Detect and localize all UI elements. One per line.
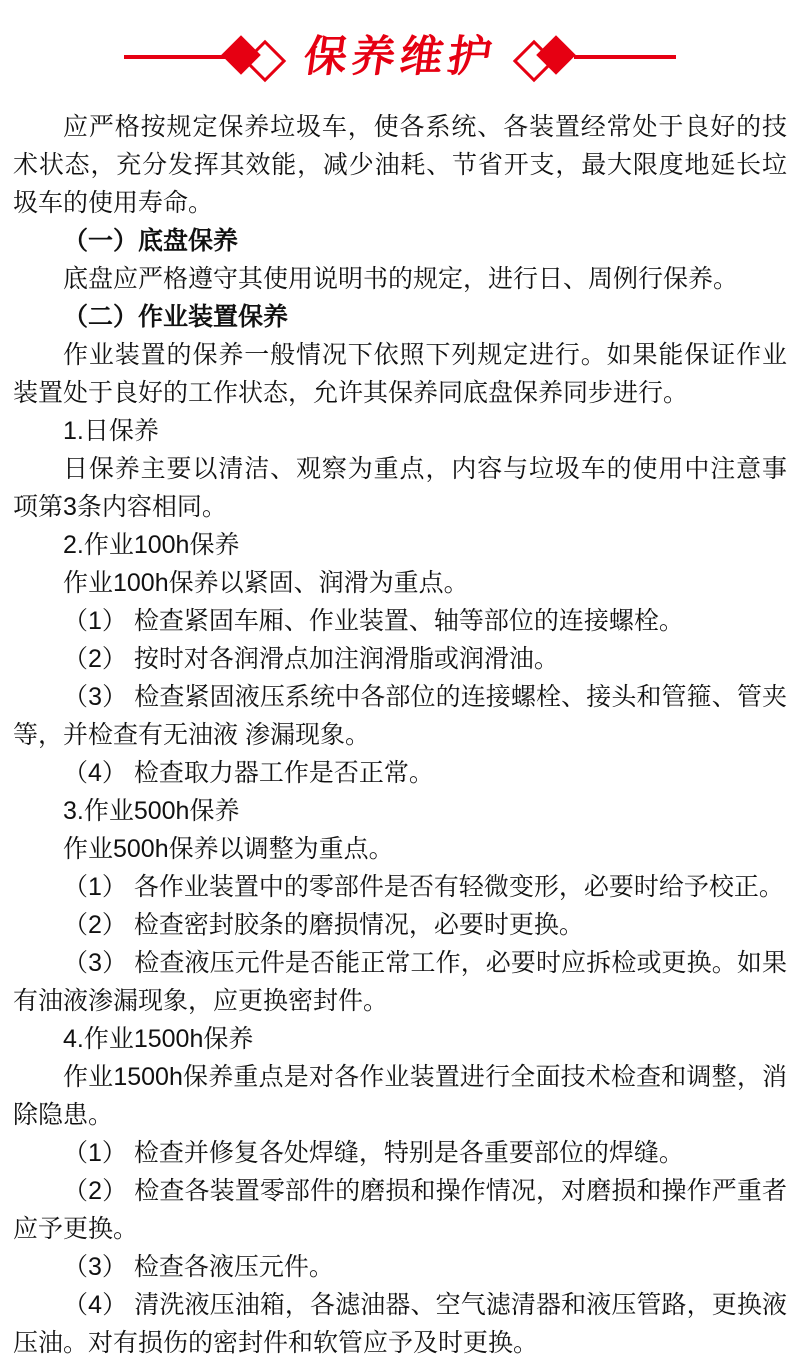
- paragraph: 1.日保养: [63, 417, 159, 445]
- paragraph: 日保养主要以清洁、观察为重点，内容与垃圾车的使用中注意事项第3条内容相同。: [13, 455, 787, 521]
- paragraph: 作业装置的保养一般情况下依照下列规定进行。如果能保证作业装置处于良好的工作状态，允许其保养同底盘保养同步进行。: [13, 341, 787, 407]
- paragraph: （4） 清洗液压油箱，各滤油器、空气滤清器和液压管路，更换液压油。对有损伤的密封件和软管应予及时更换。: [13, 1291, 787, 1357]
- section-heading: （二）作业装置保养: [63, 303, 289, 331]
- page-title: 保养维护: [300, 32, 500, 81]
- paragraph: 作业1500h保养重点是对各作业装置进行全面技术检查和调整，消除隐患。: [13, 1063, 787, 1129]
- paragraph: （2） 检查各装置零部件的磨损和操作情况，对磨损和操作严重者应予更换。: [13, 1177, 787, 1243]
- paragraph: 作业500h保养以调整为重点。: [63, 835, 394, 863]
- paragraph: （4） 检查取力器工作是否正常。: [63, 759, 434, 787]
- body-content: [0, 108, 800, 1362]
- paragraph: （3） 检查液压元件是否能正常工作，必要时应拆检或更换。如果有油液渗漏现象，应更换密封件。: [13, 949, 787, 1015]
- title-rule-left: [124, 55, 226, 59]
- paragraph: 应严格按规定保养垃圾车，使各系统、各装置经常处于良好的技术状态，充分发挥其效能，减少油耗、节省开支，最大限度地延长垃圾车的使用寿命。: [13, 113, 787, 217]
- manual-page: [0, 26, 800, 1357]
- paragraph: （1） 各作业装置中的零部件是否有轻微变形，必要时给予校正。: [63, 873, 784, 901]
- paragraph: （1） 检查紧固车厢、作业装置、轴等部位的连接螺栓。: [63, 607, 684, 635]
- paragraph: （2） 检查密封胶条的磨损情况，必要时更换。: [63, 911, 584, 939]
- paragraph: （2） 按时对各润滑点加注润滑脂或润滑油。: [63, 645, 559, 673]
- paragraph: （3） 检查各液压元件。: [63, 1253, 334, 1281]
- paragraph: 底盘应严格遵守其使用说明书的规定，进行日、周例行保养。: [63, 265, 739, 293]
- paragraph: 3.作业500h保养: [63, 797, 240, 825]
- diamond-ornament-right: [516, 31, 574, 83]
- paragraph: 作业100h保养以紧固、润滑为重点。: [63, 569, 469, 597]
- paragraph: 2.作业100h保养: [63, 531, 240, 559]
- title-rule-right: [574, 55, 676, 59]
- section-heading: （一）底盘保养: [63, 227, 239, 255]
- section-title-banner: [40, 26, 760, 88]
- diamond-ornament-left: [226, 31, 284, 83]
- paragraph: （3） 检查紧固液压系统中各部位的连接螺栓、接头和管箍、管夹等，并检查有无油液 渗漏现象。: [13, 683, 787, 749]
- paragraph: 4.作业1500h保养: [63, 1025, 254, 1053]
- paragraph: （1） 检查并修复各处焊缝，特别是各重要部位的焊缝。: [63, 1139, 684, 1167]
